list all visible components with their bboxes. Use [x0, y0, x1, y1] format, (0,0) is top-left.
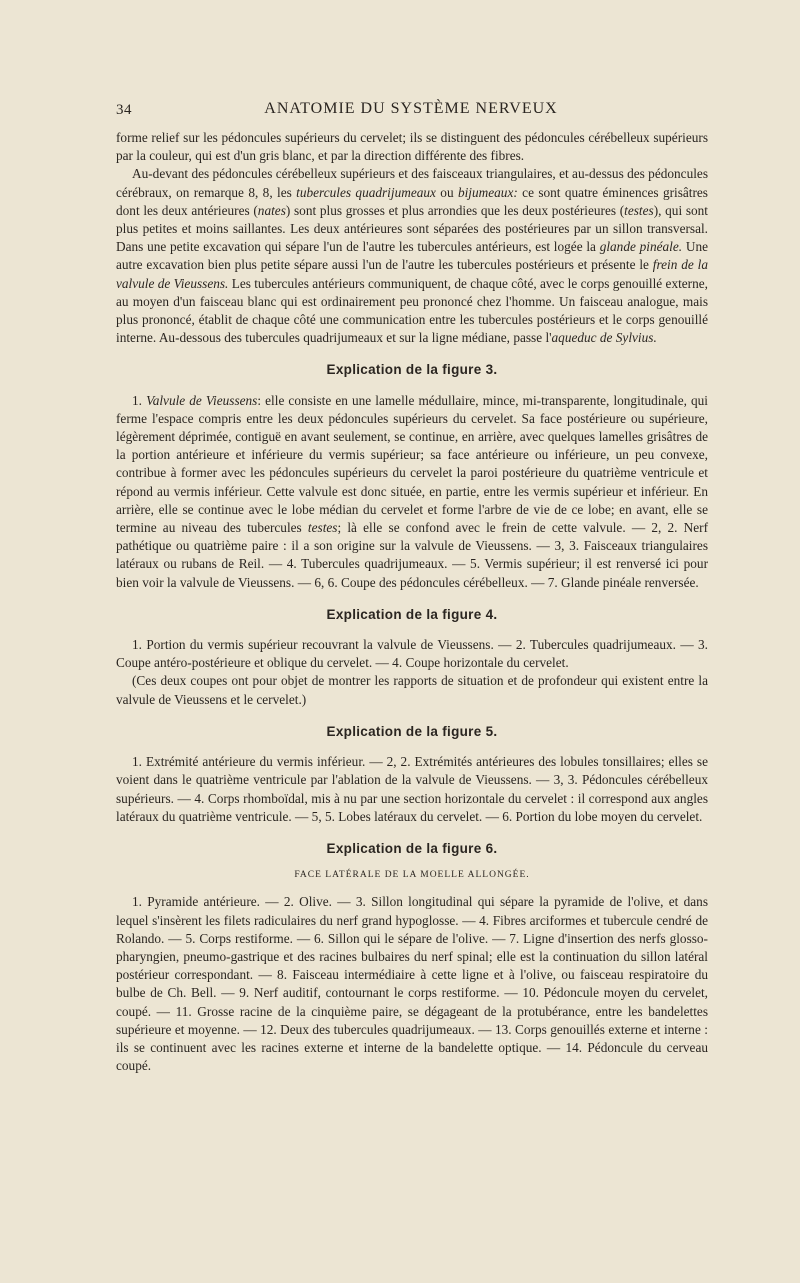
- section-heading: Explication de la figure 5.: [326, 723, 498, 739]
- text-run: ou: [435, 184, 458, 200]
- section-heading: Explication de la figure 4.: [326, 606, 498, 622]
- paragraph: [116, 672, 708, 708]
- text-run: ), qui sont plus petites et moins saillantes. Les deux antérieures sont séparées des postérieures par un sillon transversal. Dans une petite excavation qui sépare l'un de l'autre les tubercules antérieurs, est logée la: [116, 202, 709, 255]
- paragraph: [116, 129, 708, 165]
- italic-term: testes: [307, 520, 338, 536]
- text-run: (Ces deux coupes ont pour objet de montrer les rapports de situation et de profondeur qui existent entre la valvule de Vieussens et le cervelet.): [116, 673, 708, 707]
- text-run: Au-devant des pédoncules cérébelleux supérieurs et des faisceaux triangulaires, et au-dessus des pédoncules cérébraux, on remarque 8, 8, les: [116, 166, 708, 200]
- paragraph: [116, 165, 708, 347]
- text-run: ; là elle se confond avec le frein de cette valvule. — 2, 2. Nerf pathétique ou quatrième paire : il a son origine sur la valvule de Vieussens. — 3, 3. Faisceaux triangulaires latéraux ou rubans de Reil. — 4. Tubercules quadrijumeaux. — 5. Vermis supérieur; il est renversé ici pour bien voir la valvule de Vieussens. — 6, 6. Coupe des pédoncules cérébelleux. — 7. Glande pinéale renversée.: [116, 520, 708, 590]
- italic-term: bijumeaux:: [457, 184, 518, 200]
- paragraph: [116, 893, 708, 1075]
- page-body: [116, 129, 708, 1075]
- page-header: [116, 100, 706, 122]
- text-run: : elle consiste en une lamelle médullaire, mince, mi-transparente, longitudinale, qui ferme l'espace compris entre les deux pédoncules supérieurs du cervelet. Sa face postérieure ou supérieure, légèrement déprimée, contiguë en avant seulement, se continue, en arrière, avec quelques lamelles grisâtres de la portion antérieure et inférieure du vermis supérieur; sa face antérieure ou inférieure, un peu convexe, contribue à former avec les pédoncules supérieurs du cervelet la paroi postérieure du quatrième ventricule et répond au vermis inférieur. Cette valvule est donc située, en partie, entre les vermis supérieur et inférieur. En arrière, elle se continue avec le lobe médian du cervelet et forme l'arbre de vie de ce lobe; en avant, elle se termine au niveau des tubercules: [116, 392, 709, 536]
- italic-term: testes: [624, 202, 654, 218]
- paragraph: [116, 753, 708, 826]
- text-run: ) sont plus grosses et plus arrondies que les deux postérieures (: [285, 202, 625, 218]
- text-run: 1. Pyramide antérieure. — 2. Olive. — 3. Sillon longitudinal qui sépare la pyramide de l'olive, et dans lequel s'insèrent les filets radiculaires du nerf grand hypoglosse. — 4. Fibres arciformes et tubercule cendré de Rolando. — 5. Corps restiforme. — 6. Sillon qui le sépare de l'olive. — 7. Ligne d'insertion des nerfs glosso-pharyngien, pneumo-gastrique et des racines bulbaires du nerf spinal; elle est la continuation du sillon latéral postérieur correspondant. — 8. Faisceau intermédiaire à cette ligne et à l'olive, ou faisceau respiratoire du bulbe de Ch. Bell. — 9. Nerf auditif, contournant le corps restiforme. — 10. Pédoncule moyen du cervelet, coupé. — 11. Grosse racine de la cinquième paire, se dégageant de la protubérance, entre les bandelettes supérieure et moyenne. — 12. Deux des tubercules quadrijumeaux. — 13. Corps genouillés externe et interne : ils se continuent avec les racines externe et interne de la bandelette optique. — 14. Pédoncule du cerveau coupé.: [116, 894, 708, 1074]
- italic-term: aqueduc de Sylvius.: [551, 330, 657, 346]
- section-subheading: FACE LATÉRALE DE LA MOELLE ALLONGÉE.: [294, 870, 530, 881]
- paragraph: [116, 392, 708, 592]
- text-run: 1.: [132, 392, 147, 408]
- text-run: Une autre excavation bien plus petite sépare aussi l'un de l'autre les tubercules postérieurs et présente le: [116, 239, 708, 273]
- page-number: 34: [116, 102, 132, 118]
- text-run: forme relief sur les pédoncules supérieurs du cervelet; ils se distinguent des pédoncules cérébelleux supérieurs par la couleur, qui est d'un gris blanc, et par la direction différente des fibres.: [116, 130, 708, 164]
- running-title: ANATOMIE DU SYSTÈME NERVEUX: [264, 100, 558, 117]
- paragraph: [116, 636, 708, 672]
- italic-term: glande pinéale.: [599, 239, 683, 255]
- text-run: 1. Extrémité antérieure du vermis inférieur. — 2, 2. Extrémités antérieures des lobules tonsillaires; elles se voient dans le quatrième ventricule par l'ablation de la valvule de Vieussens. — 3, 3. Pédoncules cérébelleux supérieurs. — 4. Corps rhomboïdal, mis à nu par une section horizontale du cervelet : il correspond aux angles latéraux du quatrième ventricule. — 5, 5. Lobes latéraux du cervelet. — 6. Portion du lobe moyen du cervelet.: [116, 754, 708, 824]
- italic-term: Valvule de Vieussens: [146, 392, 258, 408]
- text-run: ce sont quatre éminences grisâtres dont les deux antérieures (: [116, 184, 708, 218]
- italic-term: tubercules quadrijumeaux: [296, 184, 436, 200]
- text-run: 1. Portion du vermis supérieur recouvrant la valvule de Vieussens. — 2. Tubercules quadrijumeaux. — 3. Coupe antéro-postérieure et oblique du cervelet. — 4. Coupe horizontale du cervelet.: [116, 637, 708, 671]
- section-heading: Explication de la figure 3.: [326, 362, 498, 378]
- section-heading: Explication de la figure 6.: [326, 840, 498, 856]
- italic-term: nates: [257, 202, 286, 218]
- italic-term: frein de la valvule de Vieussens.: [116, 257, 708, 291]
- text-run: Les tubercules antérieurs communiquent, de chaque côté, avec le corps genouillé externe, au moyen d'un faisceau blanc qui est ordinairement peu prononcé chez l'homme. Un faisceau analogue, mais plus prononcé, établit de chaque côté une communication entre les tubercules postérieurs et le corps genouillé interne. Au-dessous des tubercules quadrijumeaux et sur la ligne médiane, passe l': [116, 275, 708, 346]
